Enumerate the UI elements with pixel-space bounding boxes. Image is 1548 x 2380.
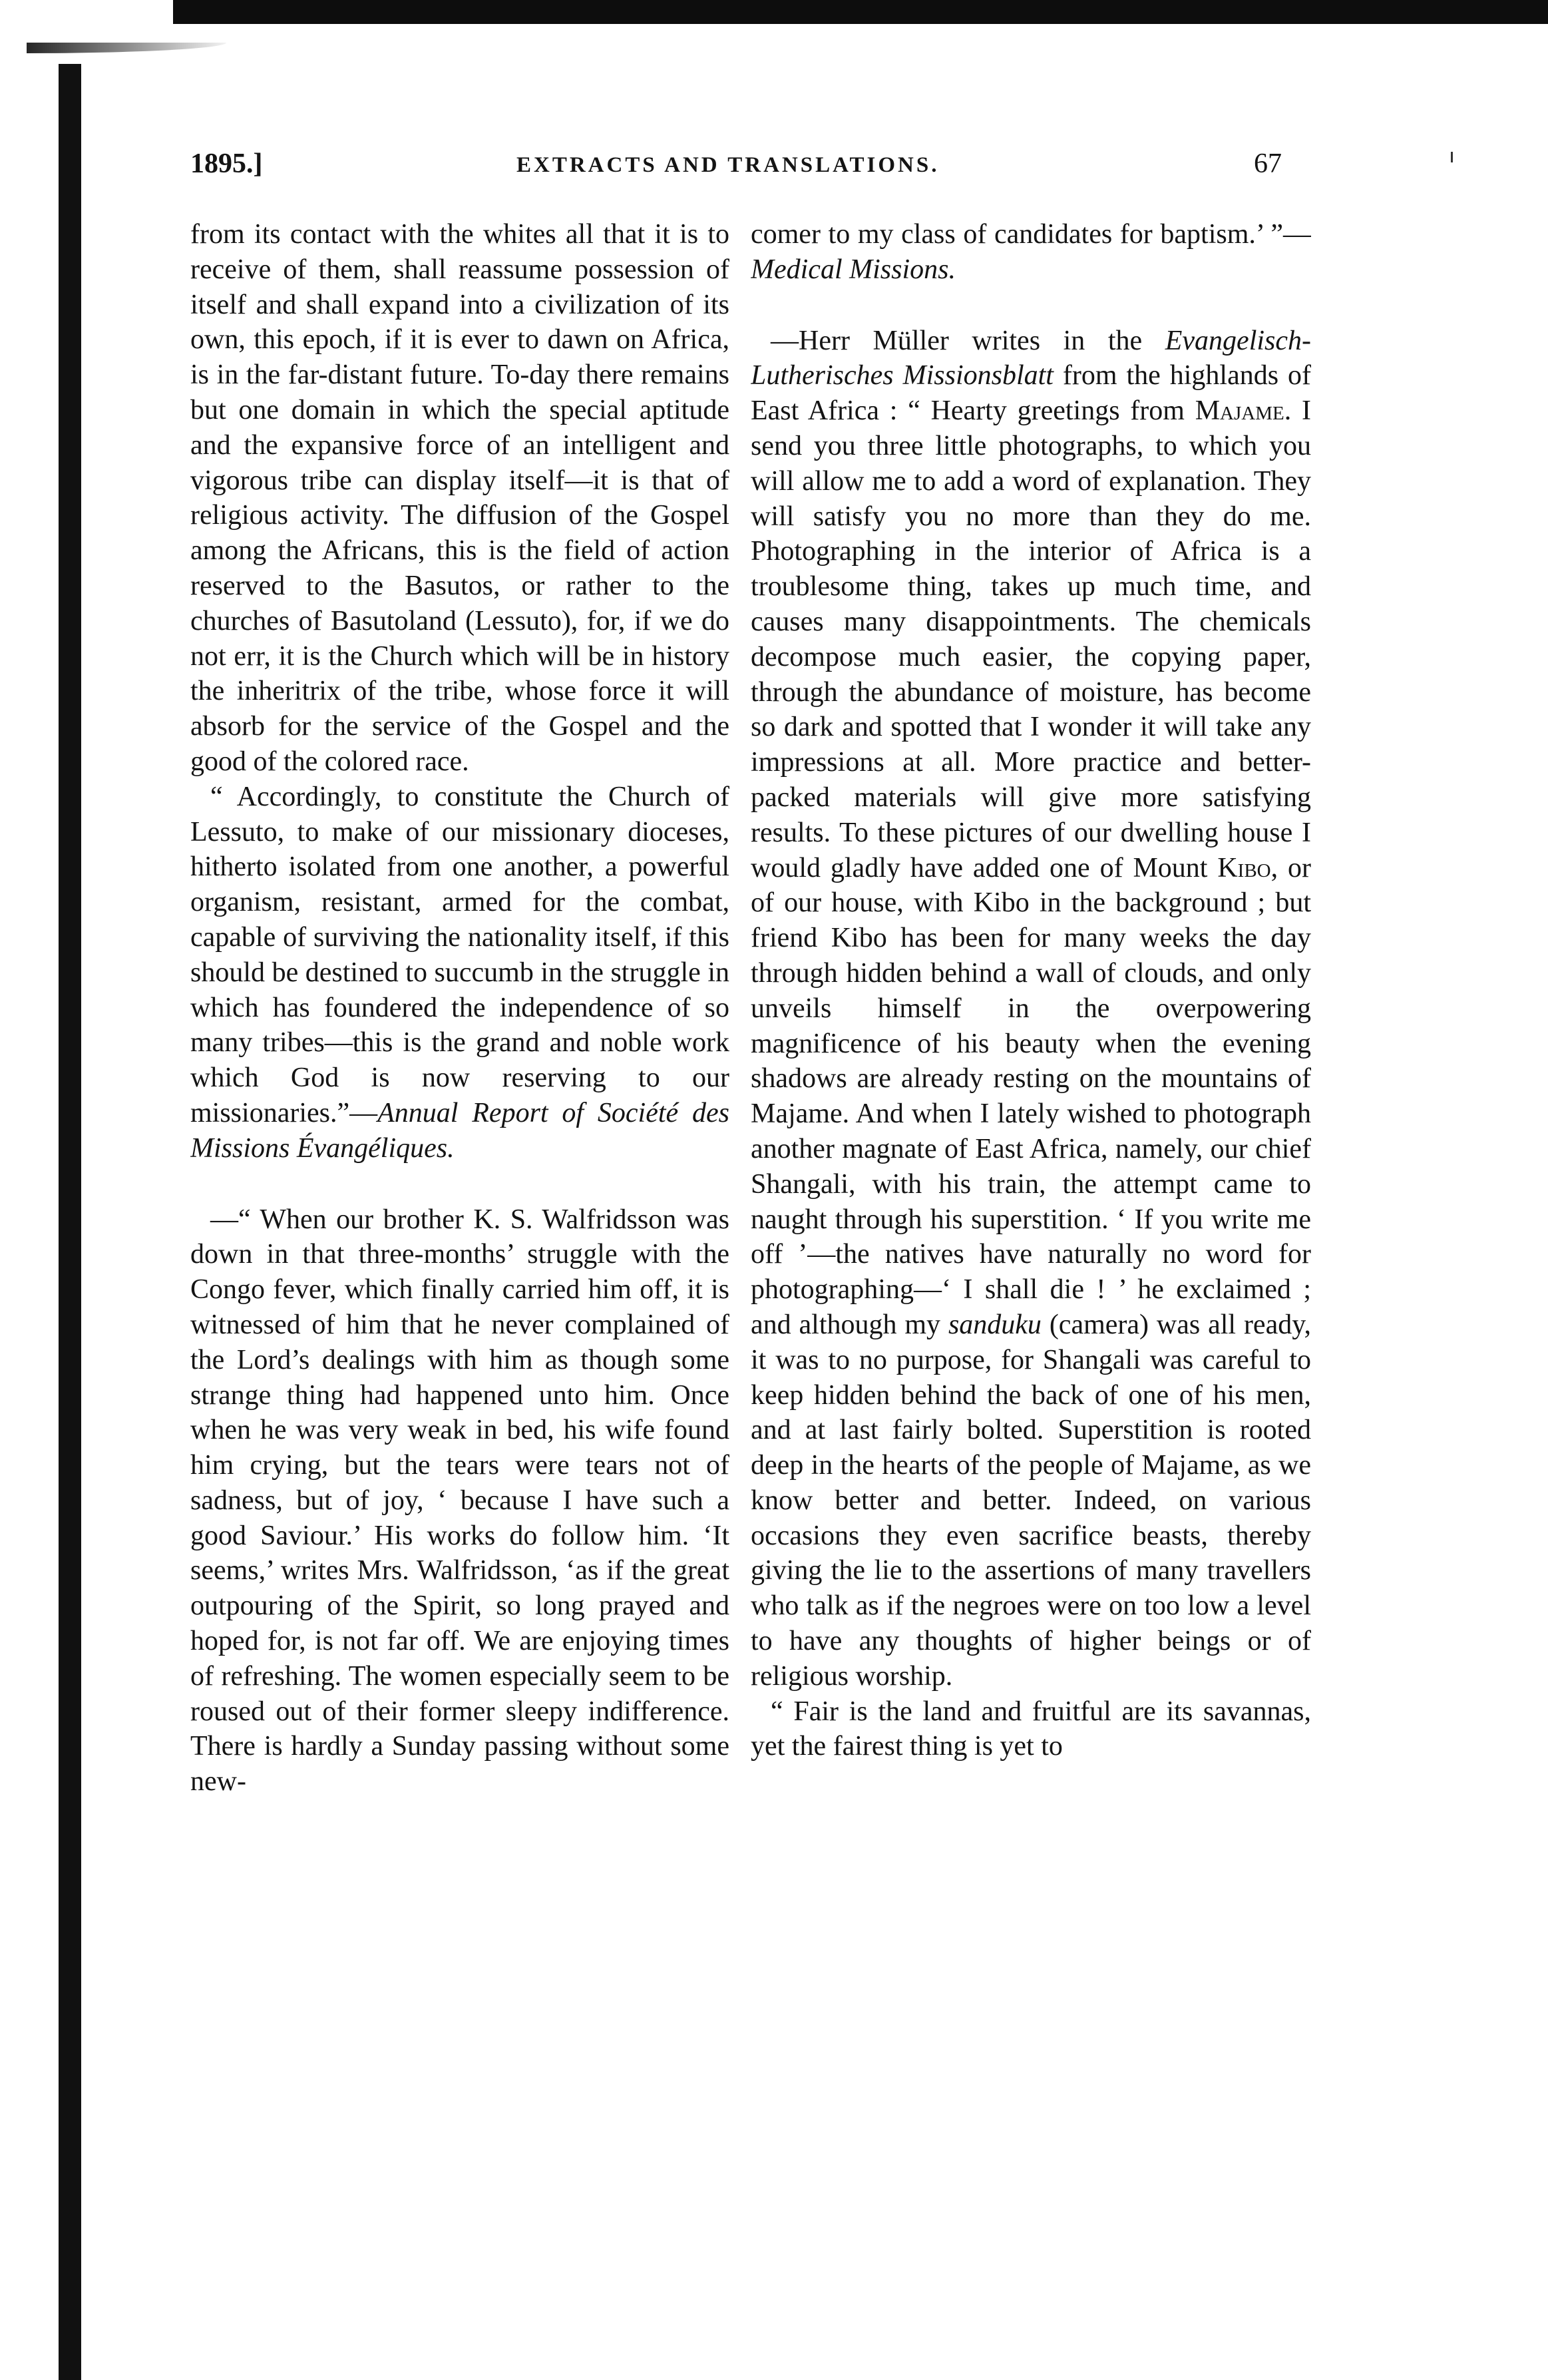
paragraph-text: “ Accordingly, to constitute the Church of Lessuto, to make of our missionary dioceses, hitherto isolated from one another, a powerful organism, resistant, armed for the combat, capable of surviving the nationality itself, if this should be destined to succumb in the struggle in which has foundered the independence of so many tribes—this is the grand and noble work which God is now reserving to our missionaries.”— bbox=[190, 781, 729, 1128]
place-name: Majame bbox=[1195, 395, 1284, 427]
scan-mark bbox=[1451, 152, 1453, 162]
paragraph-basutos: from its contact with the whites all that it is to receive of them, shall reassume possession of itself and shall expand into a civilization of its own, this epoch, if it is ever to dawn on Africa, is in the far-distant future. To-day there remains but one domain in which the special aptitude and the expansive force of an intelligent and vigorous tribe can display itself—it is that of religious activity. The diffusion of the Gospel among the Africans, this is the field of action reserved to the Basutos, or rather to the churches of Basutoland (Lessuto), for, if we do not err, it is the Church which will be in history the inheritrix of the tribe, whose force it will absorb for the service of the Gospel and the good of the colored race. bbox=[190, 219, 729, 777]
header-title: EXTRACTS AND TRANSLATIONS. bbox=[516, 153, 940, 177]
running-header bbox=[190, 148, 1322, 188]
left-column bbox=[190, 217, 729, 2314]
scan-border-taper bbox=[27, 43, 226, 53]
foreign-word: sanduku bbox=[948, 1309, 1042, 1340]
source-citation: Annual Report of Société des Missions Évangéliques. bbox=[190, 1097, 729, 1164]
right-column bbox=[751, 217, 1311, 2314]
scan-border-top bbox=[173, 0, 1548, 24]
paragraph-muller: —Herr Müller writes in the Evangelisch-Lutherisches Missionsblatt from the highlands of East Africa : “ Hearty greetings from Majame. I send you three little photographs, to which you will allow me to add a word of explanation. They will satisfy you no more than they do me. Photographing in the interior of Africa is a troublesome thing, takes up much time, and causes many disappointments. The chemicals decompose much easier, the copying paper, through the abundance of moisture, has become so dark and spotted that I wonder it will take any impressions at all. More practice and better-packed materials will give more satisfying results. To these pictures of our dwelling house I would gladly have added one of Mount Kibo, or of our house, with Kibo in the background ; but friend Kibo has been for many weeks the day through hidden behind a wall of clouds, and only unveils himself in the overpowering magnificence of his beauty when the evening shadows are already resting on the mountains of Majame. And when I lately wished to photograph another magnate of East Africa, namely, our chief Shangali, with his train, the attempt came to naught through his superstition. ‘ If you write me off ’—the natives have naturally no word for photographing—‘ I shall die ! ’ he exclaimed ; and although my sanduku (camera) was all ready, it was to no purpose, for Shangali was careful to keep hidden behind the back of one of his men, and at last fairly bolted. Superstition is rooted deep in the hearts of the people of Majame, as we know better and better. Indeed, on various occasions they even sacrifice beasts, thereby giving the lie to the assertions of many travellers who talk as if the negroes were on too low a level to have any thoughts of higher beings or of religious worship. bbox=[751, 325, 1311, 1692]
paragraph-walfridsson: —“ When our brother K. S. Walfridsson was down in that three-months’ struggle with the Congo fever, which finally carried him off, it is witnessed of him that he never complained of the Lord’s dealings with him as though some strange thing had happened unto him. Once when he was very weak in bed, his wife found him crying, but the tears were tears not of sadness, but of joy, ‘ because I have such a good Saviour.’ His works do follow him. ‘It seems,’ writes Mrs. Walfridsson, ‘as if the great outpouring of the Spirit, so long prayed and hoped for, is not far off. We are enjoying times of refreshing. The women especially seem to be roused out of their former sleepy indifference. There is hardly a Sunday passing without some new- bbox=[190, 1204, 729, 1797]
source-citation: Medical Missions. bbox=[751, 254, 956, 285]
header-year: 1895.] bbox=[190, 148, 263, 179]
mountain-name: Kibo bbox=[1217, 852, 1271, 883]
page-number: 67 bbox=[1254, 148, 1282, 179]
journal-title: Evangelisch-Lutherisches Missionsblatt bbox=[751, 325, 1311, 391]
paragraph-text: comer to my class of candidates for baptism.’ ”— bbox=[751, 219, 1311, 250]
paragraph-lessuto-church bbox=[190, 780, 729, 1166]
paragraph-fair-land: “ Fair is the land and fruitful are its savannas, yet the fairest thing is yet to bbox=[751, 1696, 1311, 1762]
scan-border-left bbox=[59, 64, 81, 2380]
paragraph-continuation bbox=[751, 217, 1311, 288]
